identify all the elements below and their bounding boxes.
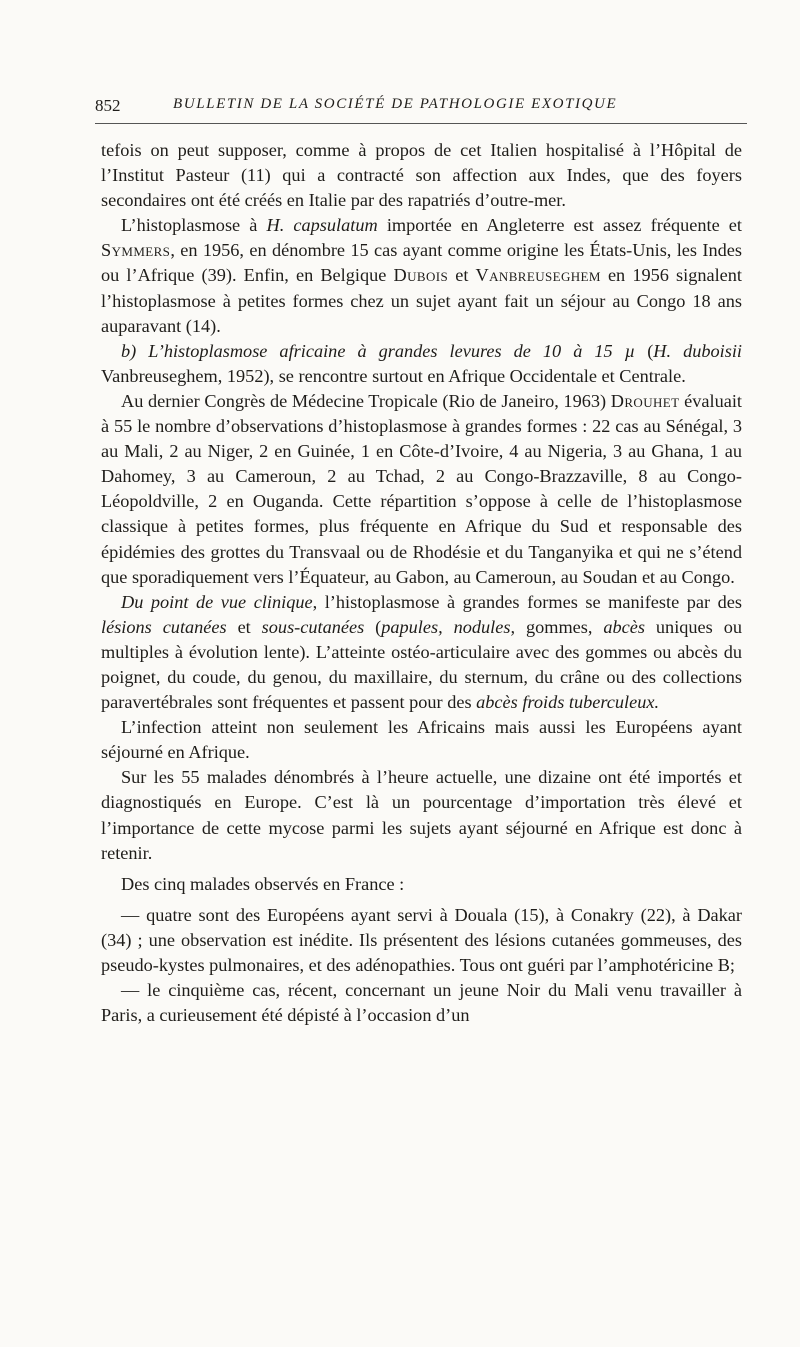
text-run: L’histoplasmose à bbox=[121, 215, 267, 236]
section-heading: b) L’histoplasmose africaine à grandes levures de 10 à 15 µ bbox=[121, 340, 636, 361]
page-number: 852 bbox=[95, 96, 121, 115]
article-body bbox=[101, 138, 742, 1028]
journal-title: BULLETIN DE LA SOCIÉTÉ DE PATHOLOGIE EXOTIQUE bbox=[173, 96, 618, 112]
species-name: H. capsulatum bbox=[266, 215, 378, 236]
paragraph-continuation: tefois on peut supposer, comme à propos de cet Italien hospitalisé à l’Hôpital de l’Institut Pasteur (11) qui a contracté son affection aux Indes, que des foyers secondaires ont été créés en Italie par des rapatriés d’outre-mer. bbox=[101, 140, 742, 211]
text-run: évaluait à 55 le nombre d’observations d’histoplasmose à grandes formes : 22 cas au Sénégal, 3 au Mali, 2 au Niger, 2 en Guinée, 1 en Côte-d’Ivoire, 4 au Nigeria, 3 au Ghana, 1 au Dahomey, 3 au Cameroun, 2 au Tchad, 2 au Congo-Brazzaville, 8 au Congo-Léopoldville, 2 en Ouganda. Cette répartition s’oppose à celle de l’histoplasmose classique à petites formes, plus fréquente en Afrique du Sud et responsable des épidémies des grottes du Transvaal ou de Rhodésie et du Tanganyika et qui ne s’étend que sporadiquement vers l’Équateur, au Gabon, au Cameroun, au Soudan et au Congo. bbox=[101, 390, 742, 587]
paragraph-five-cases: Des cinq malades observés en France : bbox=[121, 873, 405, 894]
list-item-four-europeans: — quatre sont des Européens ayant servi à Douala (15), à Conakry (22), à Dakar (34) ; une observation est inédite. Ils présentent des lésions cutanées gommeuses, des pseudo-kystes pulmonaires, et des adénopathies. Tous ont guéri par l’amphotéricine B; bbox=[101, 904, 742, 975]
author-name: Drouhet bbox=[610, 390, 680, 411]
emphasis: sous-cutanées bbox=[261, 616, 365, 637]
text-run: , en 1956, en dénombre 15 cas ayant comme origine les États-Unis, les Indes ou l’Afrique (39). Enfin, en Belgique bbox=[101, 240, 742, 286]
running-head bbox=[95, 96, 745, 118]
species-name: H. duboisii bbox=[653, 340, 742, 361]
paragraph-congress bbox=[101, 389, 742, 590]
text-run: et bbox=[226, 616, 262, 637]
author-name: Vanbreuseghem bbox=[475, 265, 601, 286]
text-run: Vanbreuseghem, 1952), se rencontre surtout en Afrique Occidentale et Centrale. bbox=[101, 365, 686, 386]
emphasis: papules, nodules, bbox=[381, 616, 516, 637]
text-run: en 1956 signalent l’histoplasmose à petites formes chez un sujet ayant fait un séjour au Congo 18 ans auparavant (14). bbox=[101, 265, 742, 336]
emphasis: abcès froids tuberculeux. bbox=[476, 692, 660, 713]
author-name: Symmers bbox=[101, 240, 171, 261]
paragraph-importation: Sur les 55 malades dénombrés à l’heure actuelle, une dizaine ont été importés et diagnostiqués en Europe. C’est là un pourcentage d’importation très élevé et l’importance de cette mycose parmi les sujets ayant séjourné en Afrique est donc à retenir. bbox=[101, 767, 742, 863]
author-name: Dubois bbox=[393, 265, 449, 286]
text-run: et bbox=[448, 265, 476, 286]
header-rule bbox=[95, 123, 747, 124]
text-run: ( bbox=[635, 340, 654, 361]
text-run: uniques ou multiples à évolution lente). L’atteinte ostéo-articulaire avec des gommes ou abcès du poignet, du coude, du genou, du maxillaire, du sternum, du crâne ou des collections paravertébrales sont fréquentes et passent pour des bbox=[101, 616, 742, 713]
paragraph-duboisii bbox=[101, 339, 742, 389]
text-run: importée en Angleterre est assez fréquente et bbox=[377, 215, 742, 236]
paragraph-clinical bbox=[101, 590, 742, 715]
paragraph-capsulatum bbox=[101, 213, 742, 338]
text-run: gommes, bbox=[515, 616, 604, 637]
emphasis: lésions cutanées bbox=[101, 616, 227, 637]
text-run: , l’histoplasmose à grandes formes se manifeste par des bbox=[312, 591, 743, 612]
list-item-fifth-case: — le cinquième cas, récent, concernant un jeune Noir du Mali venu travailler à Paris, a curieusement été dépisté à l’occasion d’un bbox=[101, 980, 742, 1026]
text-run: Au dernier Congrès de Médecine Tropicale (Rio de Janeiro, 1963) bbox=[121, 390, 611, 411]
emphasis: Du point de vue clinique bbox=[121, 591, 313, 612]
emphasis: abcès bbox=[603, 616, 645, 637]
paragraph-infection: L’infection atteint non seulement les Africains mais aussi les Européens ayant séjourné en Afrique. bbox=[101, 717, 742, 763]
text-run: ( bbox=[364, 616, 382, 637]
